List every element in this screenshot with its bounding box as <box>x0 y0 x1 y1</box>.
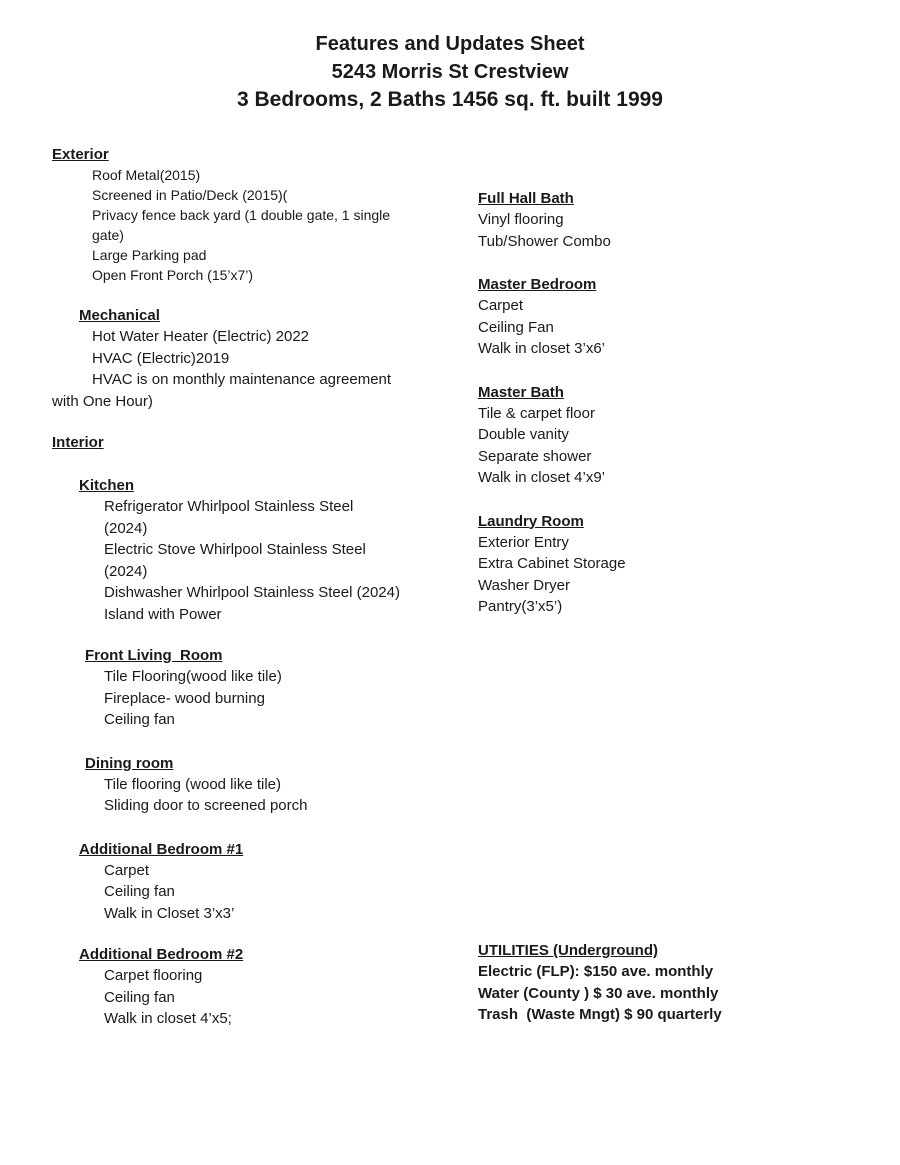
exterior-item: gate) <box>92 227 124 243</box>
utilities-item: Water (County ) $ 30 ave. monthly <box>478 984 719 1002</box>
front-living-room-item: Fireplace- wood burning <box>104 689 265 707</box>
right-column <box>478 188 858 618</box>
exterior-heading: Exterior <box>52 146 109 163</box>
mechanical-heading: Mechanical <box>79 307 160 324</box>
bedroom-2-item: Walk in closet 4’x5; <box>104 1010 232 1027</box>
master-bath-section <box>478 382 858 489</box>
exterior-item: Privacy fence back yard (1 double gate, 1 single <box>92 207 391 223</box>
laundry-room-heading: Laundry Room <box>478 512 584 530</box>
exterior-item: Roof Metal(2015) <box>92 167 201 183</box>
kitchen-item: (2024) <box>104 562 148 580</box>
full-hall-bath-section <box>478 188 858 252</box>
bedroom-2-item: Carpet flooring <box>104 967 203 984</box>
full-hall-bath-item: Vinyl flooring <box>478 211 564 228</box>
exterior-item: Open Front Porch (15’x7’) <box>92 267 254 283</box>
title-line-2: 5243 Morris St Crestview <box>331 61 569 83</box>
exterior-item: Large Parking pad <box>92 247 207 263</box>
mechanical-item: HVAC is on monthly maintenance agreement <box>92 371 392 388</box>
kitchen-item: (2024) <box>104 519 148 537</box>
mechanical-item: Hot Water Heater (Electric) 2022 <box>92 328 310 345</box>
dining-room-item: Tile flooring (wood like tile) <box>104 775 282 793</box>
master-bedroom-item: Walk in closet 3’x6’ <box>478 340 605 357</box>
interior-heading: Interior <box>52 434 104 451</box>
utilities-section <box>478 940 878 1026</box>
bedroom-1-item: Carpet <box>104 861 150 879</box>
bedroom-2-section <box>52 944 442 1030</box>
front-living-room-section <box>52 645 442 731</box>
master-bedroom-item: Ceiling Fan <box>478 318 554 336</box>
bedroom-1-item: Walk in Closet 3’x3’ <box>104 904 235 922</box>
front-living-room-heading: Front Living Room <box>85 647 223 664</box>
master-bath-item: Walk in closet 4’x9’ <box>478 469 605 486</box>
kitchen-item: Refrigerator Whirlpool Stainless Steel <box>104 498 354 515</box>
title-line-1: Features and Updates Sheet <box>315 33 585 55</box>
document-title <box>0 30 900 114</box>
bedroom-1-section <box>52 839 442 925</box>
kitchen-heading: Kitchen <box>79 477 135 494</box>
master-bedroom-heading: Master Bedroom <box>478 276 597 293</box>
title-line-3: 3 Bedrooms, 2 Baths 1456 sq. ft. built 1999 <box>237 88 663 111</box>
master-bath-item: Tile & carpet floor <box>478 404 595 422</box>
full-hall-bath-item: Tub/Shower Combo <box>478 232 611 250</box>
master-bath-item: Separate shower <box>478 447 592 465</box>
mechanical-section <box>52 305 442 412</box>
dining-room-item: Sliding door to screened porch <box>104 797 308 814</box>
master-bath-heading: Master Bath <box>478 383 564 401</box>
dining-room-heading: Dining room <box>85 754 174 772</box>
laundry-room-item: Extra Cabinet Storage <box>478 555 626 572</box>
bedroom-2-heading: Additional Bedroom #2 <box>79 946 244 963</box>
kitchen-item: Electric Stove Whirlpool Stainless Steel <box>104 541 366 558</box>
kitchen-section <box>52 475 442 625</box>
master-bath-item: Double vanity <box>478 426 569 443</box>
left-column <box>52 144 442 1030</box>
laundry-room-item: Washer Dryer <box>478 576 570 594</box>
kitchen-item: Island with Power <box>104 605 222 623</box>
laundry-room-item: Pantry(3’x5’) <box>478 598 563 615</box>
master-bedroom-section <box>478 274 858 360</box>
utilities-item: Trash (Waste Mngt) $ 90 quarterly <box>478 1006 722 1023</box>
bedroom-2-item: Ceiling fan <box>104 988 175 1006</box>
mechanical-item-wrap: with One Hour) <box>52 392 153 410</box>
full-hall-bath-heading: Full Hall Bath <box>478 190 574 207</box>
master-bedroom-item: Carpet <box>478 297 524 314</box>
exterior-item: Screened in Patio/Deck (2015)( <box>92 187 288 203</box>
bedroom-1-item: Ceiling fan <box>104 883 175 900</box>
kitchen-item: Dishwasher Whirlpool Stainless Steel (2024) <box>104 584 400 601</box>
front-living-room-item: Ceiling fan <box>104 711 175 728</box>
utilities-item: Electric (FLP): $150 ave. monthly <box>478 963 714 980</box>
front-living-room-item: Tile Flooring(wood like tile) <box>104 668 282 685</box>
bedroom-1-heading: Additional Bedroom #1 <box>79 840 244 858</box>
utilities-heading: UTILITIES (Underground) <box>478 942 658 959</box>
exterior-section <box>52 144 442 285</box>
mechanical-item: HVAC (Electric)2019 <box>92 349 230 367</box>
dining-room-section <box>52 753 442 817</box>
laundry-room-item: Exterior Entry <box>478 533 569 551</box>
laundry-room-section <box>478 511 858 618</box>
